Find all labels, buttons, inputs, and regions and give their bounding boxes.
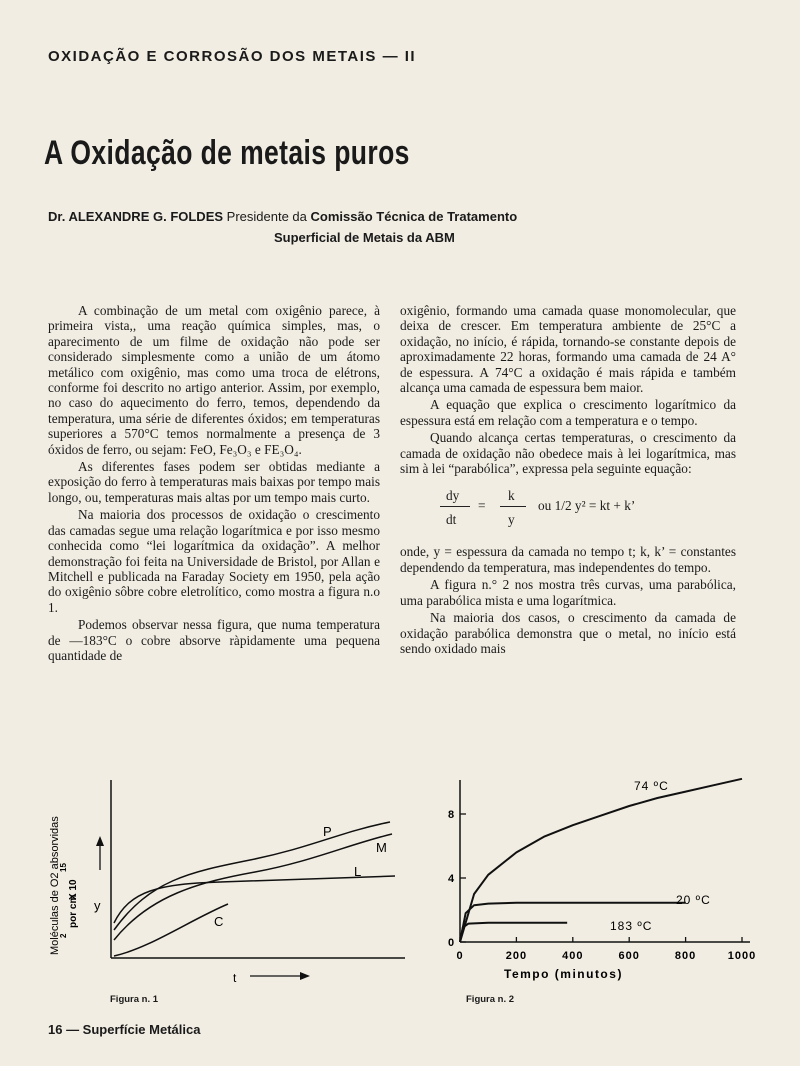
page-folio: 16 — Superfície Metálica — [48, 1022, 201, 1037]
figure-1 — [40, 780, 410, 1000]
fig2-label-183c: 183 ºC — [610, 919, 653, 933]
fig2-x-ticks — [456, 937, 756, 962]
fig2-x-tick-label: 400 — [562, 950, 584, 962]
left-column — [48, 303, 380, 665]
fig1-x-symbol: t — [233, 971, 237, 985]
paragraph: onde, y = espessura da camada no tempo t; k, k’ = constantes dependendo da temperatura, mas independentes do tempo. — [400, 544, 736, 575]
author-name: Dr. ALEXANDRE G. FOLDES — [48, 209, 224, 224]
byline — [48, 206, 648, 248]
fig1-ylabel: Moléculas de O2 absorvidas — [49, 816, 61, 955]
eq-fraction-bar — [440, 506, 470, 507]
eq-num-right: k — [508, 488, 515, 504]
fig2-y-tick-label: 8 — [448, 809, 455, 821]
fig1-label-l: L — [354, 864, 362, 879]
running-head: OXIDAÇÃO E CORROSÃO DOS METAIS — II — [48, 48, 417, 65]
author-role: Presidente da — [226, 209, 307, 224]
paragraph: A equação que explica o crescimento logarítmico da espessura está em relação com a temperatura e o tempo. — [400, 397, 736, 428]
fig2-y-tick-label: 4 — [448, 873, 455, 885]
fig1-curve-m — [114, 834, 392, 940]
fig1-label-p: P — [323, 824, 332, 839]
fig2-x-tick-label: 800 — [674, 950, 697, 962]
fig2-xlabel: Tempo (minutos) — [504, 967, 623, 981]
fig1-ylabel-mult: X 10 — [68, 879, 79, 900]
fig1-ylabel-exp: 2 — [59, 933, 68, 938]
paragraph: oxigênio, formando uma camada quase monomolecular, que deixa de crescer. Em temperatura ambiente de 25°C a oxidação, no início, é rápida, tornando-se constante depois de aproximadamente 22 horas, formando uma camada de 24 A° de espessura. A 74°C a oxidação é mais rápida e também alcança uma camada de espessura bem maior. — [400, 303, 736, 396]
fig2-label-20c: 20 ºC — [676, 893, 711, 907]
eq-den-right: y — [508, 512, 515, 528]
fig2-x-tick-label: 200 — [505, 950, 528, 962]
fig2-series — [460, 779, 742, 942]
fig1-ylabel-pow: 15 — [59, 863, 68, 872]
fig2-x-tick-label: 1000 — [727, 950, 757, 962]
fig2-y-tick-label: 0 — [448, 937, 455, 949]
paragraph: A figura n.° 2 nos mostra três curvas, uma parabólica, uma parabólica mista e uma logarítmica. — [400, 577, 736, 608]
author-org-line1: Comissão Técnica de Tratamento — [310, 209, 518, 224]
fig2-series-line-2 — [460, 923, 567, 942]
author-org-line2: Superficial de Metais da ABM — [274, 230, 455, 245]
fig1-curve-c — [114, 904, 228, 956]
figure-2-caption: Figura n. 2 — [466, 994, 515, 1005]
fig1-curve-l — [114, 876, 395, 923]
fig2-label-74c: 74 ºC — [634, 779, 669, 793]
eq-rest: ou 1/2 y² = kt + k’ — [538, 498, 636, 514]
fig1-label-c: C — [214, 914, 224, 929]
fig1-x-arrowhead — [300, 972, 310, 980]
paragraph: A combinação de um metal com oxigênio parece, à primeira vista,, uma reação química simples, mas, o aparecimento de um filme de oxidação não pode ser considerado simplesmente como a união de um átomo metálico com oxigênio, mas como uma troca de elétrons, conforme foi descrito no artigo anterior. Assim, por exemplo, no caso do aquecimento do ferro, temos, dependendo da temperatura, uma série de diferentes óxidos; em temperaturas superiores a 570°C temos normalmente a presença de 3 óxidos de ferro, ou sejam: FeO, Fe₃O₃ e FE₃O₄. — [48, 303, 380, 457]
parabolic-equation — [400, 482, 736, 536]
eq-num-left: dy — [446, 488, 460, 504]
fig2-x-tick-label: 0 — [456, 950, 464, 962]
paragraph: As diferentes fases podem ser obtidas mediante a exposição do ferro à temperaturas mais baixas por tempo mais longo, ou, temperaturas mais altas por um tempo mais curto. — [48, 459, 380, 505]
figure-1-caption: Figura n. 1 — [110, 994, 159, 1005]
right-column — [400, 303, 736, 658]
fig1-label-m: M — [376, 840, 387, 855]
paragraph: Na maioria dos processos de oxidação o crescimento das camadas segue uma relação logarítmica e por isso mesmo conhecida como “lei logarítmica da oxidação”. A melhor demonstração foi feita na Universidade de Bristol, por Allan e Mitchell e publicada na Faraday Society em 1950, pela ação do oxigênio sôbre cobre eletrolítico, como mostra a figura n.o 1. — [48, 507, 380, 615]
figure-2 — [430, 770, 770, 992]
fig2-series-line-0 — [460, 779, 742, 942]
fig1-y-arrowhead — [96, 836, 104, 846]
fig1-curve-p — [114, 822, 390, 930]
paragraph: Na maioria dos casos, o crescimento da camada de oxidação parabólica demonstra que o metal, no início está sendo oxidado mais — [400, 610, 736, 656]
eq-fraction-bar — [500, 506, 526, 507]
article-title: A Oxidação de metais puros — [44, 134, 410, 172]
eq-equals: = — [478, 498, 486, 514]
fig2-x-tick-label: 600 — [618, 950, 640, 962]
paragraph: Podemos observar nessa figura, que numa temperatura de —183°C o cobre absorve ràpidamente uma pequena quantidade de — [48, 617, 380, 663]
fig1-y-symbol: y — [94, 898, 101, 913]
fig1-ylabel-unit: por cm — [68, 894, 79, 928]
eq-den-left: dt — [446, 512, 457, 528]
paragraph: Quando alcança certas temperaturas, o crescimento da camada de oxidação não obedece mais à lei logarítmica, mas sim à lei “parabólica”, expressa pela seguinte equação: — [400, 430, 736, 477]
